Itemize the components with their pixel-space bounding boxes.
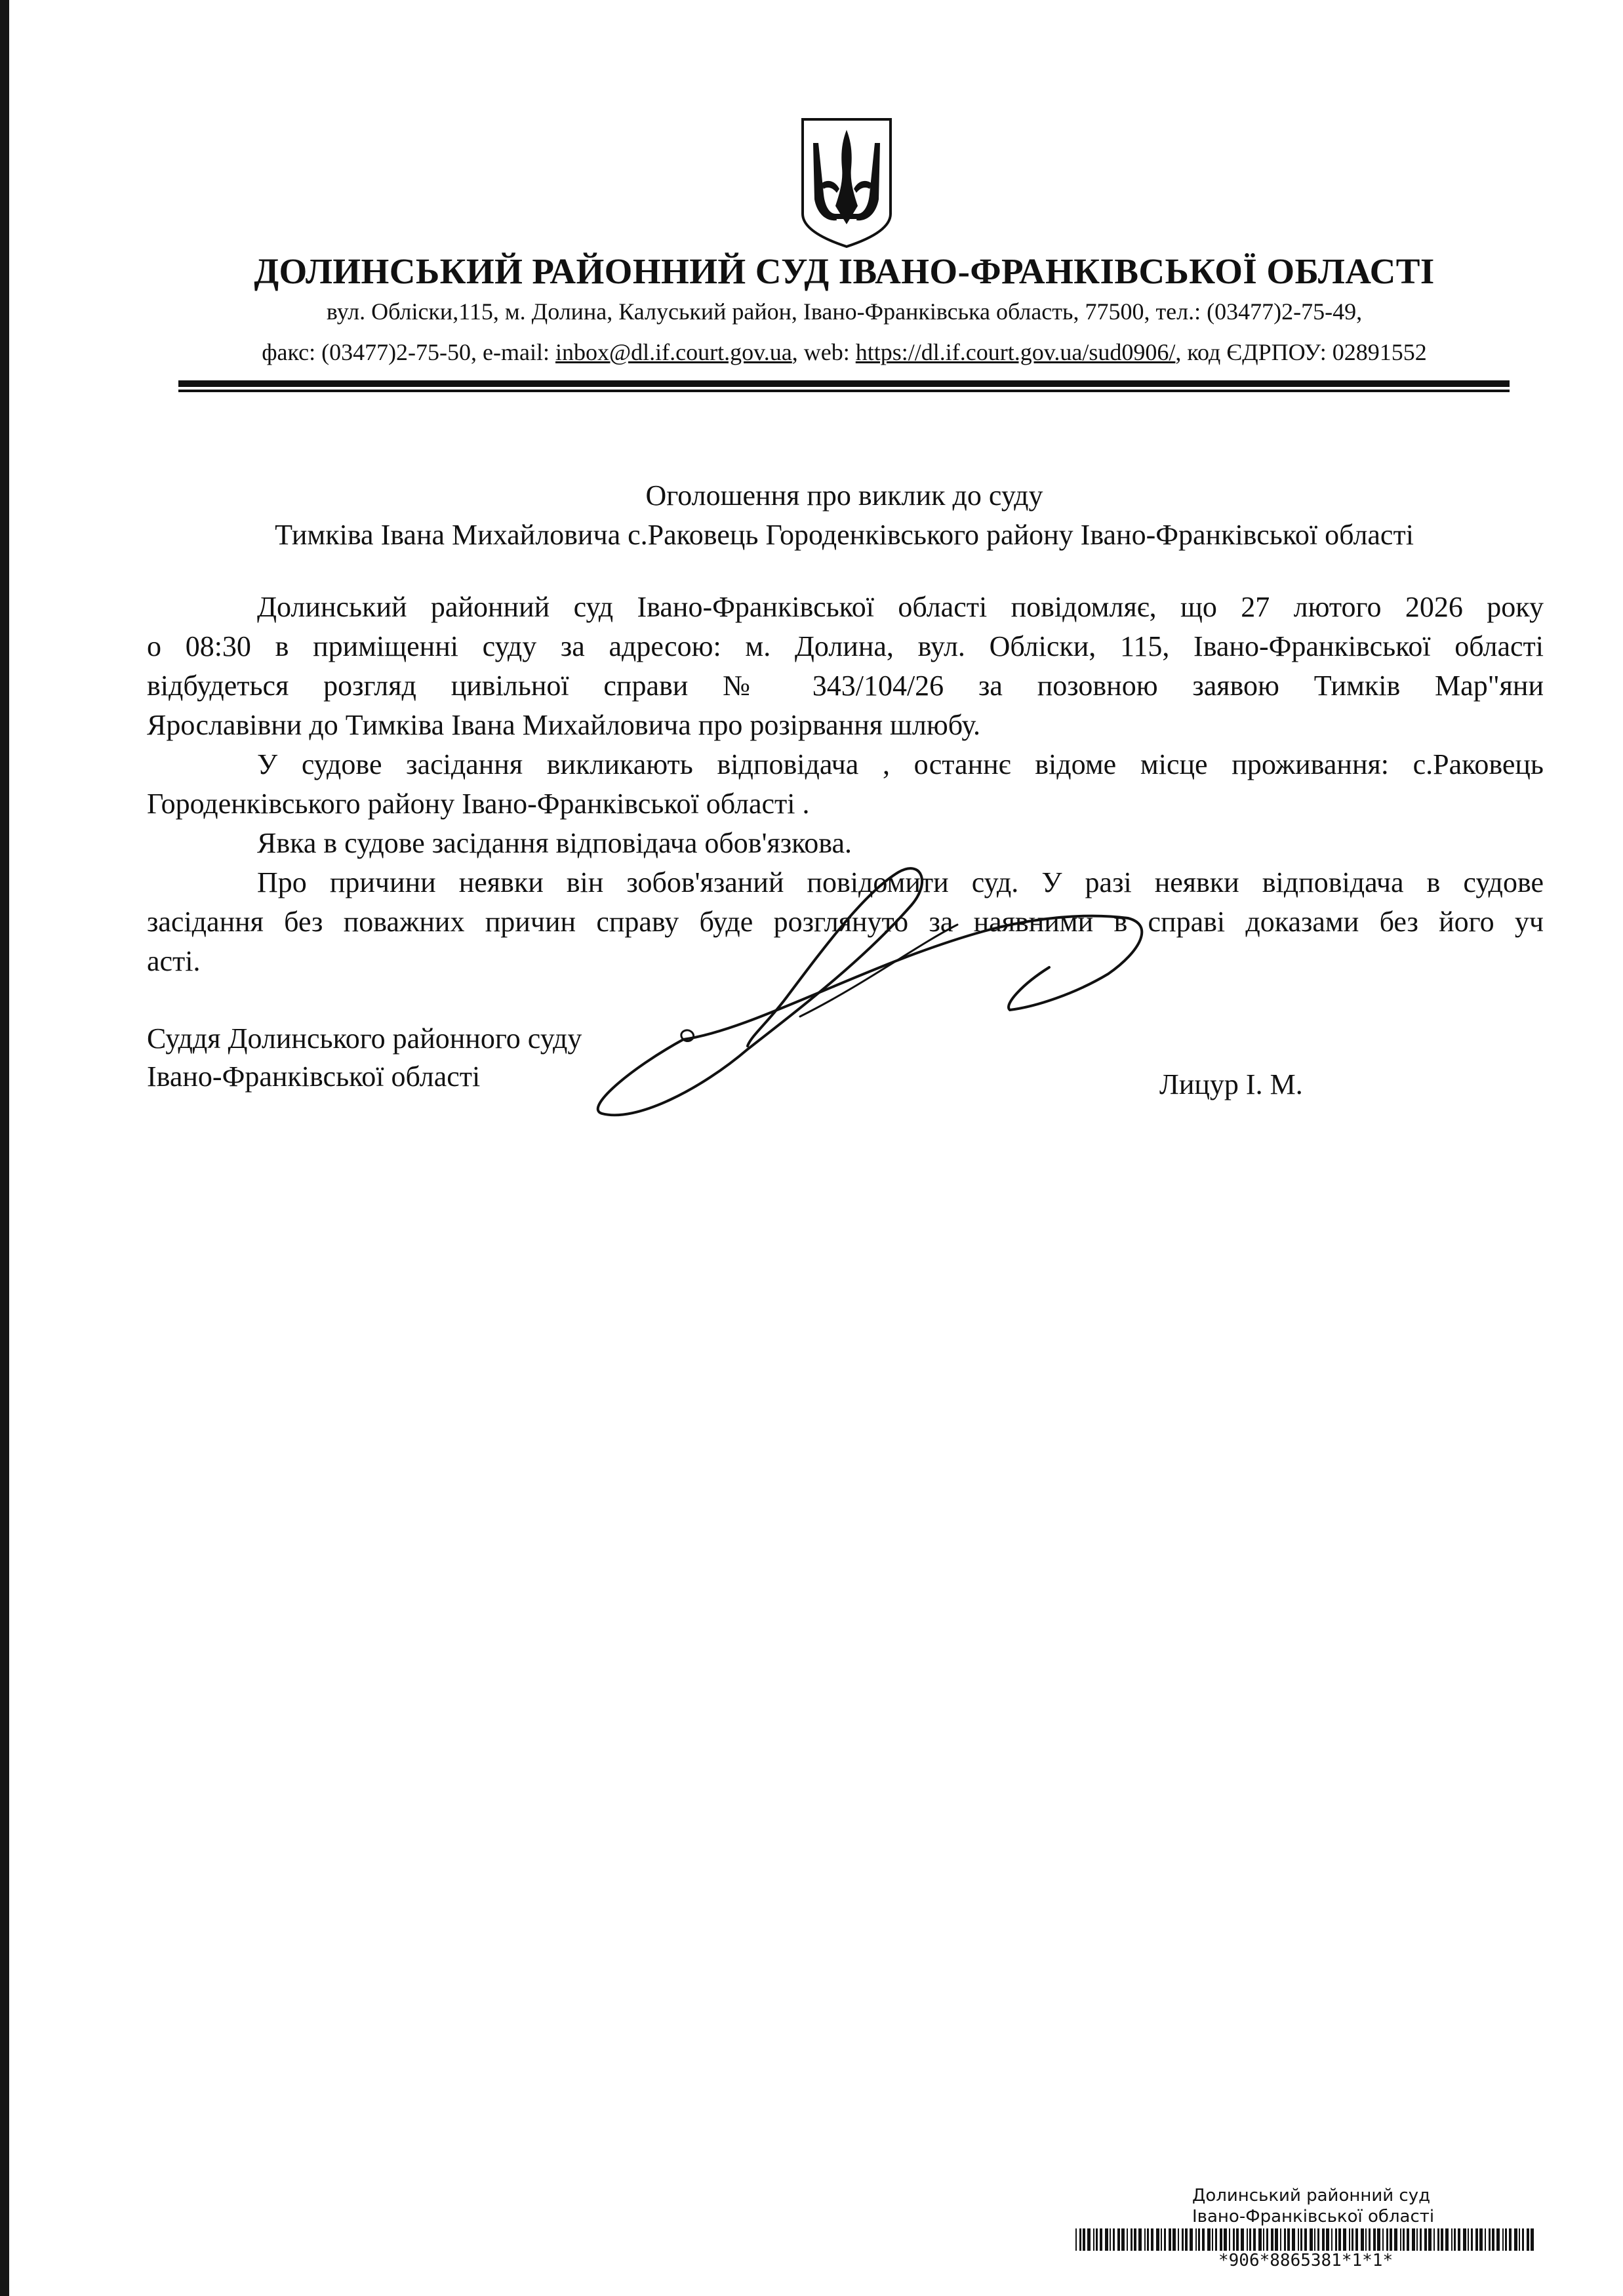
notice-subtitle: Тимківа Івана Михайловича с.Раковець Городенківського району Івано-Франківської області: [275, 519, 1414, 551]
judge-position-line-1: Суддя Долинського районного суду: [147, 1022, 582, 1055]
header-divider-thick: [178, 380, 1510, 387]
web-label: , web:: [791, 339, 856, 365]
notice-line-2: о 08:30 в приміщенні суду за адресою: м. Долина, вул. Обліски, 115, Івано-Франківської області: [147, 630, 1544, 662]
coat-of-arms-icon: [799, 115, 894, 251]
notice-line-6: Городенківського району Івано-Франківської області .: [147, 788, 810, 820]
judge-position-line-2: Івано-Франківської області: [147, 1060, 481, 1093]
notice-line-1: Долинський районний суд Івано-Франківської області повідомляє, що 27 лютого 2026 року: [257, 591, 1544, 623]
notice-title: Оголошення про виклик до суду: [645, 479, 1043, 512]
notice-line-9: засідання без поважних причин справу буде розглянуто за наявними в справі доказами без його уч: [147, 906, 1544, 938]
notice-line-7: Явка в судове засідання відповідача обов'язкова.: [257, 827, 852, 859]
edrpou-code: , код ЄДРПОУ: 02891552: [1175, 339, 1427, 365]
footer-court-line-2: Івано-Франківської області: [1192, 2207, 1435, 2226]
barcode: [1075, 2228, 1534, 2251]
notice-line-5: У судове засідання викликають відповідача , останнє відоме місце проживання: с.Раковець: [257, 748, 1544, 780]
notice-line-10: асті.: [147, 945, 201, 977]
scan-edge: [0, 0, 9, 2296]
website-link[interactable]: https://dl.if.court.gov.ua/sud0906/: [855, 339, 1176, 365]
notice-line-8: Про причини неявки він зобов'язаний повідомити суд. У разі неявки відповідача в судове: [257, 866, 1544, 898]
notice-line-4: Ярославівни до Тимківа Івана Михайловича про розірвання шлюбу.: [147, 709, 980, 741]
court-name: ДОЛИНСЬКИЙ РАЙОННИЙ СУД ІВАНО-ФРАНКІВСЬКОЇ ОБЛАСТІ: [254, 251, 1435, 291]
judge-name: Лицур І. М.: [1159, 1068, 1303, 1100]
court-address: вул. Обліски,115, м. Долина, Калуський район, Івано-Франківська область, 77500, тел.: (03477)2-75-49,: [326, 298, 1363, 325]
header-divider-thin: [178, 390, 1510, 392]
email-link[interactable]: inbox@dl.if.court.gov.ua: [555, 339, 792, 365]
handwritten-signature: [590, 853, 1154, 1128]
fax-label: факс: (03477)2-75-50, e-mail:: [262, 339, 555, 365]
court-contacts: [98, 338, 1590, 366]
footer-court-line-1: Долинський районний суд: [1192, 2186, 1431, 2205]
notice-line-3: відбудеться розгляд цивільної справи № 343/104/26 за позовною заявою Тимків Мар"яни: [147, 670, 1544, 702]
barcode-text: *906*8865381*1*1*: [1218, 2251, 1393, 2270]
